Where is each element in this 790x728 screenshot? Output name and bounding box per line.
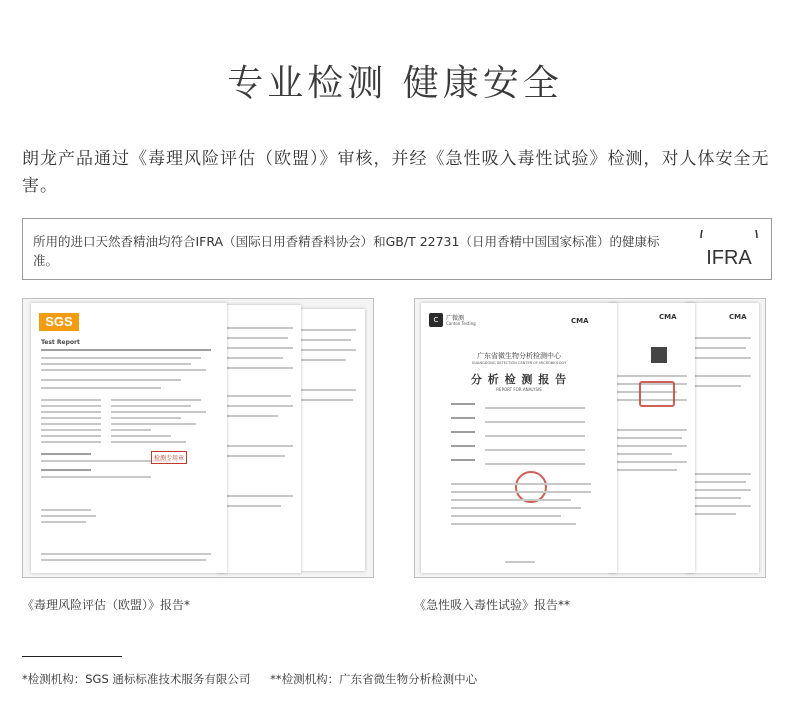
sgs-logo-icon: SGS (39, 313, 79, 331)
report-page-back-3: CMA (685, 303, 759, 573)
svg-text:IFRA: IFRA (706, 247, 752, 269)
report-page-back-2 (217, 305, 301, 573)
report-heading: Test Report (41, 339, 80, 346)
guangdong-report-caption: 《急性吸入毒性试验》报告** (414, 598, 571, 612)
report-stamp: 检测专用章 (151, 451, 187, 464)
report-page-front: C 广微测 Canton Testing CMA 广东省微生物分析检测中心 GUANGDONG DETECTION CENTER OF MICROBIOLOGY 分 析 检 测 报 告 REPORT FOR ANALYSIS (421, 303, 617, 573)
canton-testing-logo-icon: C (429, 313, 443, 327)
report-page-back-3 (295, 309, 365, 571)
ifra-note-text: 所用的进口天然香精油均符合IFRA（国际日用香精香料协会）和GB/T 22731（日用香精中国国家标准）的健康标准。 (33, 234, 660, 268)
sgs-report-image (22, 298, 374, 578)
report-heading: 分 析 检 测 报 告 (470, 373, 568, 386)
qr-code-icon (651, 347, 667, 363)
report-page-back-2: CMA (609, 303, 695, 573)
footer-divider (22, 656, 122, 657)
guangdong-report-image (414, 298, 766, 578)
footer-notes (22, 671, 493, 687)
footer-org-guangdong: **检测机构：广东省微生物分析检测中心 (270, 672, 478, 686)
sgs-report-caption: 《毒理风险评估（欧盟）》报告* (22, 598, 191, 612)
page-title: 专业检测 健康安全 (227, 63, 563, 104)
ifra-logo-icon (693, 230, 765, 270)
report-org: 广东省微生物分析检测中心 (477, 352, 561, 360)
cma-mark: CMA (571, 317, 589, 325)
footer-org-sgs: *检测机构：SGS 通标标准技术服务有限公司 (22, 672, 251, 686)
ifra-note-box (22, 218, 772, 280)
report-page-front (31, 303, 227, 573)
intro-paragraph: 朗龙产品通过《毒理风险评估（欧盟）》审核，并经《急性吸入毒性试验》检测，对人体安全无害。 (22, 149, 770, 196)
